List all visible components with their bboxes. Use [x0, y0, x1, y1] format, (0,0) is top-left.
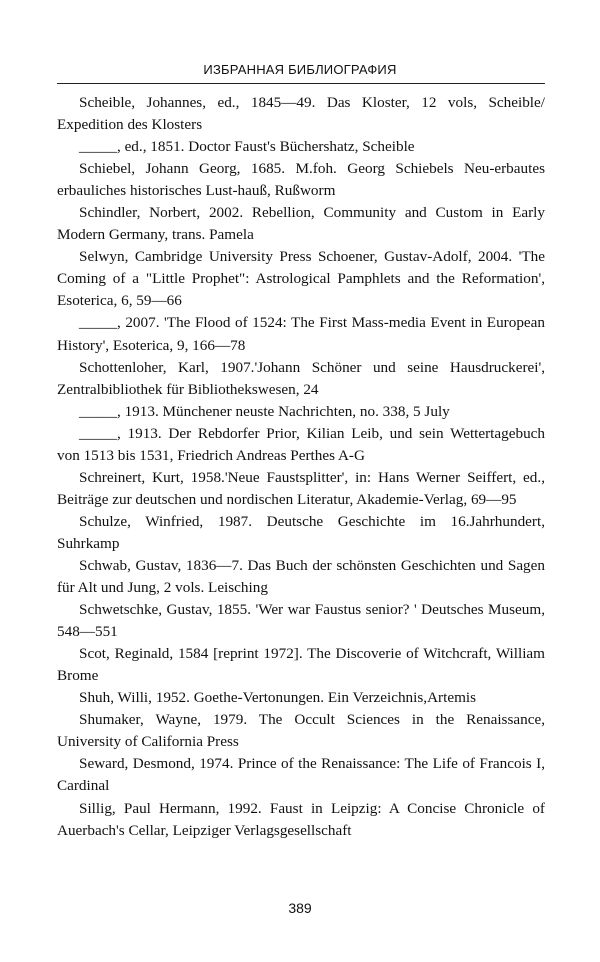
bibliography-entry: _____, ed., 1851. Doctor Faust's Büchershatz, Scheible: [79, 138, 415, 156]
bibliography-entry: Scot, Reginald, 1584 [reprint 1972]. The Discoverie of Witchcraft, William Brome: [57, 645, 545, 685]
bibliography-entry: _____, 2007. 'The Flood of 1524: The First Mass-media Event in European History', Esoterica, 9, 166—78: [57, 314, 545, 354]
bibliography-entry: Schottenloher, Karl, 1907.'Johann Schöner und seine Hausdruckerei', Zentralbibliothek für Bibliothekswesen, 24: [57, 358, 545, 398]
bibliography-entry: Schwab, Gustav, 1836—7. Das Buch der schönsten Geschichten und Sagen für Alt und Jung, 2 vols. Leisching: [57, 556, 545, 597]
page-number: 389: [288, 900, 312, 916]
bibliography-entry: _____, 1913. Der Rebdorfer Prior, Kilian Leib, und sein Wettertagebuch von 1513 bis 1531, Friedrich Andreas Perthes A-G: [57, 424, 545, 464]
bibliography-entry: Shumaker, Wayne, 1979. The Occult Sciences in the Renaissance, University of California Press: [57, 711, 545, 751]
bibliography-entry: Shuh, Willi, 1952. Goethe-Vertonungen. Ein Verzeichnis,Artemis: [79, 689, 477, 707]
bibliography-entry: Selwyn, Cambridge University Press Schoener, Gustav-Adolf, 2004. 'The Coming of a "Little Prophet": Astrological Pamphlets and the Reformation', Esoterica, 6, 59—66: [57, 248, 545, 310]
bibliography-entry: Schwetschke, Gustav, 1855. 'Wer war Faustus senior? ' Deutsches Museum, 548—551: [57, 601, 545, 641]
bibliography-entry: Schindler, Norbert, 2002. Rebellion, Community and Custom in Early Modern Germany, trans. Pamela: [57, 204, 545, 244]
bibliography-entry: Schreinert, Kurt, 1958.'Neue Faustsplitter', in: Hans Werner Seiffert, ed., Beiträge zur deutschen und nordischen Literatur, Akademie-Verlag, 69—95: [57, 468, 545, 508]
bibliography-entry: Schiebel, Johann Georg, 1685. M.foh. Georg Schiebels Neu-erbautes erbauliches historisches Lust-hauß, Rußworm: [57, 160, 545, 200]
running-head-title: ИЗБРАННАЯ БИБЛИОГРАФИЯ: [203, 62, 397, 77]
bibliography-list: [57, 92, 545, 842]
bibliography-entry: Seward, Desmond, 1974. Prince of the Renaissance: The Life of Francois I, Cardinal: [57, 755, 545, 795]
bibliography-entry: _____, 1913. Münchener neuste Nachrichten, no. 338, 5 July: [79, 402, 450, 420]
bibliography-entry: Schulze, Winfried, 1987. Deutsche Geschichte im 16.Jahrhundert, Suhrkamp: [57, 512, 545, 552]
bibliography-entry: Sillig, Paul Hermann, 1992. Faust in Leipzig: A Concise Chronicle of Auerbach's Cellar, Leipziger Verlagsgesellschaft: [57, 799, 545, 839]
header-rule: [57, 83, 545, 84]
bibliography-entry: Scheible, Johannes, ed., 1845—49. Das Kloster, 12 vols, Scheible/ Expedition des Klosters: [57, 94, 545, 134]
